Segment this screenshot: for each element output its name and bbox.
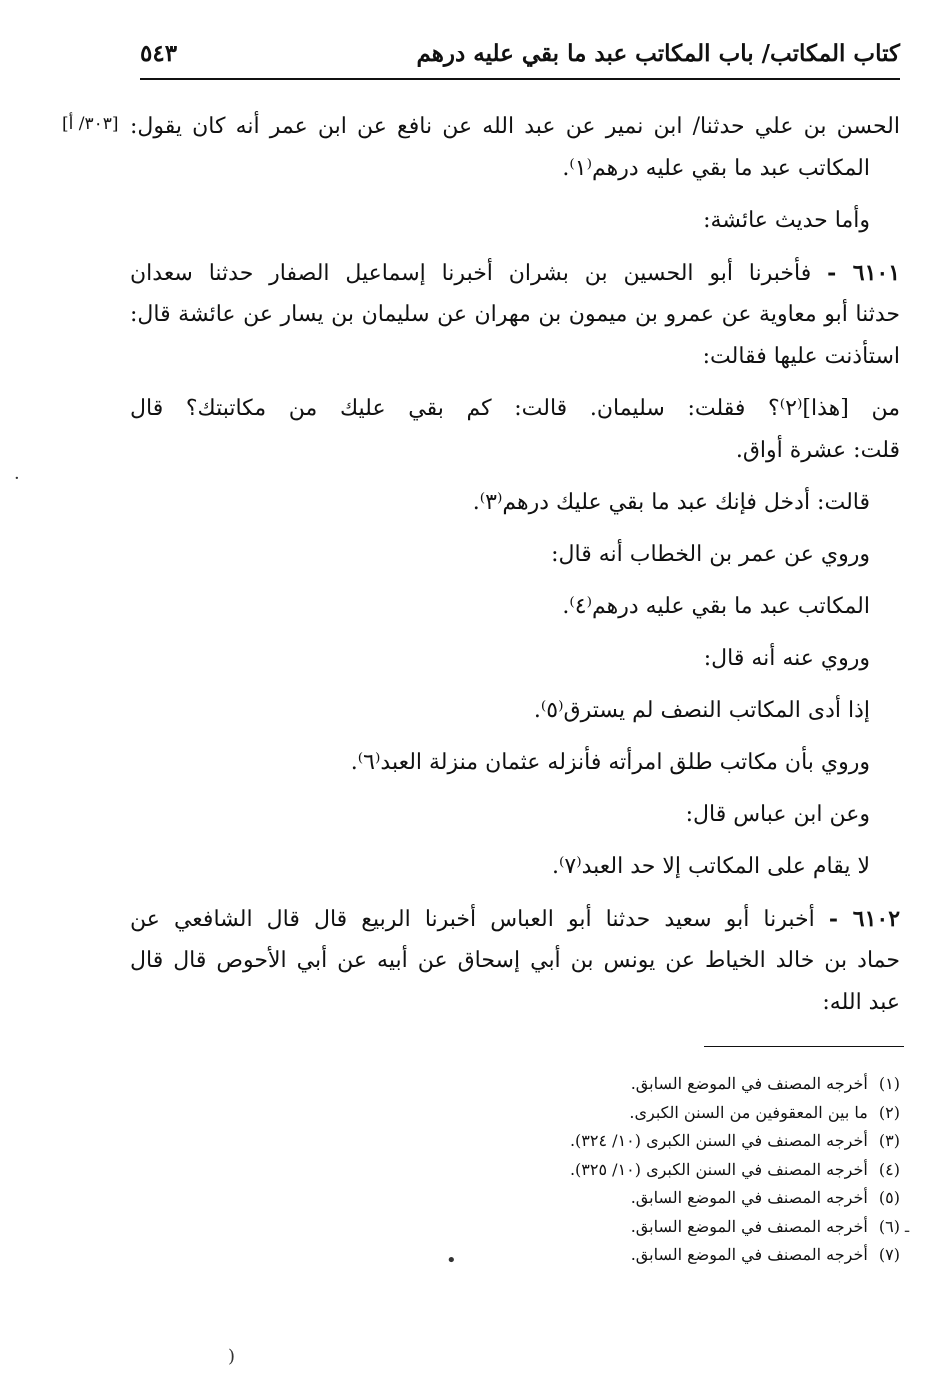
text-line: المكاتب عبد ما بقي عليه درهم⁽٤⁾.: [562, 594, 870, 619]
footnote-text: أخرجه المصنف في السنن الكبرى (١٠/ ٣٢٥).: [569, 1159, 868, 1179]
hadith-6102-line: [130, 898, 900, 940]
footnote: [300, 1127, 900, 1156]
footnote-marker: (٧): [878, 1245, 900, 1264]
footnote-text: ما بين المعقوفين من السنن الكبرى.: [629, 1102, 868, 1122]
text-line: وروي عن عمر بن الخطاب أنه قال:: [551, 542, 870, 567]
footnote-text: أخرجه المصنف في الموضع السابق.: [630, 1216, 868, 1236]
text-line: لا يقام على المكاتب إلا حد العبد⁽٧⁾.: [551, 854, 870, 879]
footnote-text: أخرجه المصنف في الموضع السابق.: [630, 1245, 868, 1264]
scan-speck: ·: [14, 468, 20, 489]
footnote: [300, 1184, 900, 1213]
footnote-marker: (٥): [878, 1188, 900, 1207]
main-text: [130, 106, 900, 1024]
scan-speck: •: [446, 1250, 457, 1271]
text-line: من [هذا]⁽٢⁾؟ فقلت: سليمان. قالت: كم بقي عليك من مكاتبتك؟ قال: [130, 396, 900, 421]
text-line: الحسن بن علي حدثنا/ ابن نمير عن عبد الله عن نافع عن ابن عمر أنه كان يقول:: [130, 114, 900, 139]
footnote-text: أخرجه المصنف في الموضع السابق.: [630, 1188, 868, 1207]
scan-speck: ): [228, 1346, 236, 1367]
footnote-marker: (٤): [878, 1159, 900, 1179]
footnote: [300, 1213, 900, 1242]
footnote-marker: (١): [878, 1074, 900, 1093]
footnote: [300, 1099, 900, 1128]
text-line: إذا أدى المكاتب النصف لم يسترق⁽٥⁾.: [533, 698, 870, 723]
text-line: وعن ابن عباس قال:: [685, 802, 870, 827]
footnote-marker: (٣): [878, 1131, 900, 1150]
text-line: قلت: عشرة أواق.: [735, 438, 900, 463]
footnotes: [300, 1070, 900, 1270]
footnote-text: أخرجه المصنف في الموضع السابق.: [630, 1074, 868, 1093]
hadith-6101-line: [130, 252, 900, 294]
scan-speck: -: [904, 1220, 911, 1241]
text-line: وروي بأن مكاتب طلق امرأته فأنزله عثمان منزلة العبد⁽٦⁾.: [350, 750, 870, 775]
text-line: عبد الله:: [822, 990, 900, 1015]
text-line: استأذنت عليها فقالت:: [702, 344, 900, 369]
text-fragment: أخبرنا أبو سعيد حدثنا أبو العباس أخبرنا الربيع قال قال الشافعي عن: [130, 907, 815, 932]
text-line: قالت: أدخل فإنك عبد ما بقي عليك درهم⁽٣⁾.: [472, 490, 870, 515]
footnote: [300, 1070, 900, 1099]
footnote: [300, 1156, 900, 1185]
manuscript-folio-reference: [٣٠٣/ أ]: [62, 114, 119, 134]
text-fragment: فأخبرنا أبو الحسين بن بشران أخبرنا إسماعيل الصفار حدثنا سعدان: [130, 261, 812, 286]
text-line: وروي عنه أنه قال:: [703, 646, 870, 671]
footnote-divider: [704, 1046, 904, 1047]
text-line: حماد بن خالد الخياط عن يونس بن أبي إسحاق عن أبيه عن أبي الأحوص قال قال: [130, 948, 900, 973]
footnote-marker: (٦): [878, 1216, 900, 1236]
hadith-number: ٦١٠٢ -: [828, 906, 900, 932]
hadith-number: ٦١٠١ -: [827, 260, 900, 286]
footnote: [300, 1241, 900, 1270]
text-line: حدثنا أبو معاوية عن عمرو بن ميمون بن مهران عن سليمان بن يسار عن عائشة قال:: [130, 302, 900, 327]
page-header: [140, 34, 900, 80]
running-title: كتاب المكاتب/ باب المكاتب عبد ما بقي عليه درهم: [416, 40, 900, 67]
footnote-marker: (٢): [878, 1102, 900, 1122]
text-line: المكاتب عبد ما بقي عليه درهم⁽١⁾.: [562, 156, 870, 181]
text-line: وأما حديث عائشة:: [703, 208, 870, 233]
footnote-text: أخرجه المصنف في السنن الكبرى (١٠/ ٣٢٤).: [569, 1131, 868, 1150]
page-number: ٥٤٣: [140, 40, 178, 67]
